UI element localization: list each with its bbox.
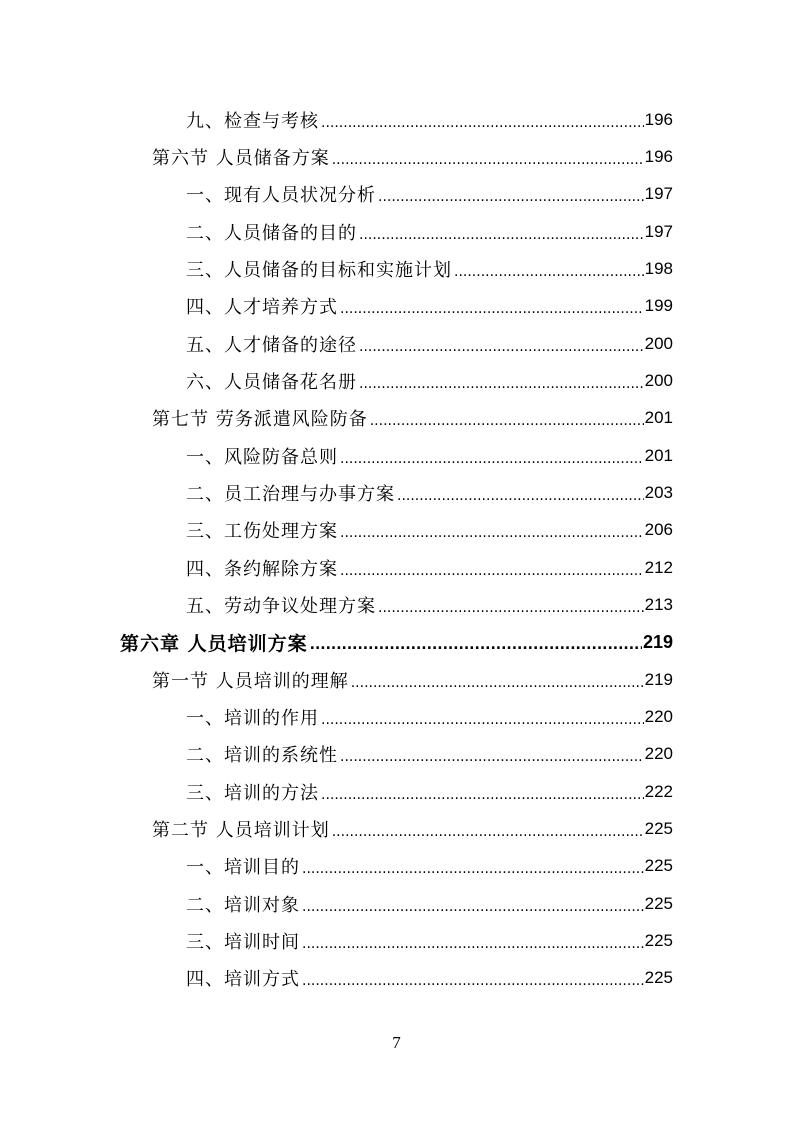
toc-entry-title: 二、培训对象 (186, 894, 300, 916)
toc-entry[interactable] (0, 885, 673, 922)
toc-entry-title: 五、人才储备的途径 (186, 334, 357, 356)
dot-leader (321, 712, 644, 728)
toc-entry[interactable] (0, 325, 673, 362)
toc-entry[interactable] (0, 736, 673, 773)
dot-leader (359, 339, 644, 355)
toc-entry-page: 198 (644, 258, 673, 278)
toc-entry-title: 一、培训的作用 (186, 707, 319, 729)
toc-entry-page: 222 (644, 781, 673, 801)
toc-entry[interactable] (0, 848, 673, 885)
toc-entry-page: 197 (644, 221, 673, 241)
toc-entry-page: 196 (644, 109, 673, 129)
toc-entry[interactable] (0, 661, 673, 698)
dot-leader (340, 525, 644, 541)
toc-entry-title: 一、风险防备总则 (186, 446, 338, 468)
toc-entry-page: 220 (644, 706, 673, 726)
dot-leader (302, 973, 644, 989)
toc-entry[interactable] (0, 549, 673, 586)
dot-leader (332, 824, 644, 840)
toc-entry-page: 212 (644, 557, 673, 577)
toc-entry[interactable] (0, 624, 673, 661)
toc-entry-page: 197 (644, 184, 673, 204)
dot-leader (454, 264, 644, 280)
toc-entry-page: 199 (644, 296, 673, 316)
toc-entry-title: 二、培训的系统性 (186, 745, 338, 767)
toc-entry-page: 225 (644, 856, 673, 876)
dot-leader (321, 115, 644, 131)
toc-entry-page: 200 (644, 333, 673, 353)
toc-entry-title: 第一节 人员培训的理解 (152, 670, 349, 692)
toc-entry[interactable] (0, 400, 673, 437)
toc-entry-page: 225 (644, 818, 673, 838)
toc-entry-page: 225 (644, 968, 673, 988)
dot-leader (370, 413, 644, 429)
dot-leader (351, 675, 644, 691)
dot-leader (378, 600, 644, 616)
dot-leader (340, 749, 644, 765)
toc-entry-title: 四、条约解除方案 (186, 558, 338, 580)
toc-entry-title: 第七节 劳务派遣风险防备 (152, 409, 368, 431)
dot-leader (359, 227, 644, 243)
toc-entry-title: 九、检查与考核 (186, 110, 319, 132)
toc-entry-title: 二、人员储备的目的 (186, 222, 357, 244)
toc-entry-title: 二、员工治理与办事方案 (186, 483, 395, 505)
dot-leader (321, 787, 644, 803)
toc-entry-title: 一、培训目的 (186, 857, 300, 879)
dot-leader (397, 488, 644, 504)
toc-entry-page: 213 (644, 594, 673, 614)
toc-entry[interactable] (0, 922, 673, 959)
toc-entry-page: 225 (644, 930, 673, 950)
toc-entry-title: 三、培训的方法 (186, 782, 319, 804)
toc-entry-title: 三、工伤处理方案 (186, 521, 338, 543)
toc-entry[interactable] (0, 437, 673, 474)
toc-entry-page: 225 (644, 893, 673, 913)
dot-leader (302, 936, 644, 952)
toc-entry[interactable] (0, 250, 673, 287)
toc-entry-page: 206 (644, 520, 673, 540)
toc-entry-title: 一、现有人员状况分析 (186, 185, 376, 207)
toc-entry-page: 196 (644, 146, 673, 166)
dot-leader (378, 189, 644, 205)
dot-leader (340, 451, 644, 467)
toc-entry-title: 三、培训时间 (186, 931, 300, 953)
toc-entry-title: 三、人员储备的目标和实施计划 (186, 259, 452, 281)
dot-leader (310, 637, 642, 653)
toc-entry-page: 200 (644, 370, 673, 390)
page-number: 7 (392, 1033, 401, 1052)
toc-entry-page: 201 (644, 408, 673, 428)
toc-entry-title: 六、人员储备花名册 (186, 371, 357, 393)
toc-entry-page: 219 (642, 631, 673, 652)
dot-leader (340, 563, 644, 579)
dot-leader (332, 152, 644, 168)
toc-entry-title: 第二节 人员培训计划 (152, 819, 330, 841)
toc-entry[interactable] (0, 288, 673, 325)
toc-entry-page: 220 (644, 744, 673, 764)
dot-leader (359, 376, 644, 392)
toc-entry-title: 第六节 人员储备方案 (152, 147, 330, 169)
toc-entry-page: 201 (644, 445, 673, 465)
toc-entry-title: 五、劳动争议处理方案 (186, 595, 376, 617)
toc-entry-page: 203 (644, 482, 673, 502)
toc-entry[interactable] (0, 512, 673, 549)
toc-entry-title: 四、人才培养方式 (186, 297, 338, 319)
toc-entry[interactable] (0, 176, 673, 213)
dot-leader (340, 301, 644, 317)
toc-entry-title: 第六章 人员培训方案 (120, 632, 308, 655)
toc-entry[interactable] (0, 213, 673, 250)
toc-entry[interactable] (0, 810, 673, 847)
toc-entry[interactable] (0, 362, 673, 399)
toc-entry[interactable] (0, 138, 673, 175)
dot-leader (302, 899, 644, 915)
toc-entry[interactable] (0, 960, 673, 997)
dot-leader (302, 861, 644, 877)
toc-entry[interactable] (0, 698, 673, 735)
toc-entry[interactable] (0, 586, 673, 623)
table-of-contents (0, 101, 793, 997)
toc-entry[interactable] (0, 773, 673, 810)
toc-entry-page: 219 (644, 669, 673, 689)
toc-entry[interactable] (0, 474, 673, 511)
toc-entry-title: 四、培训方式 (186, 969, 300, 991)
toc-entry[interactable] (0, 101, 673, 138)
